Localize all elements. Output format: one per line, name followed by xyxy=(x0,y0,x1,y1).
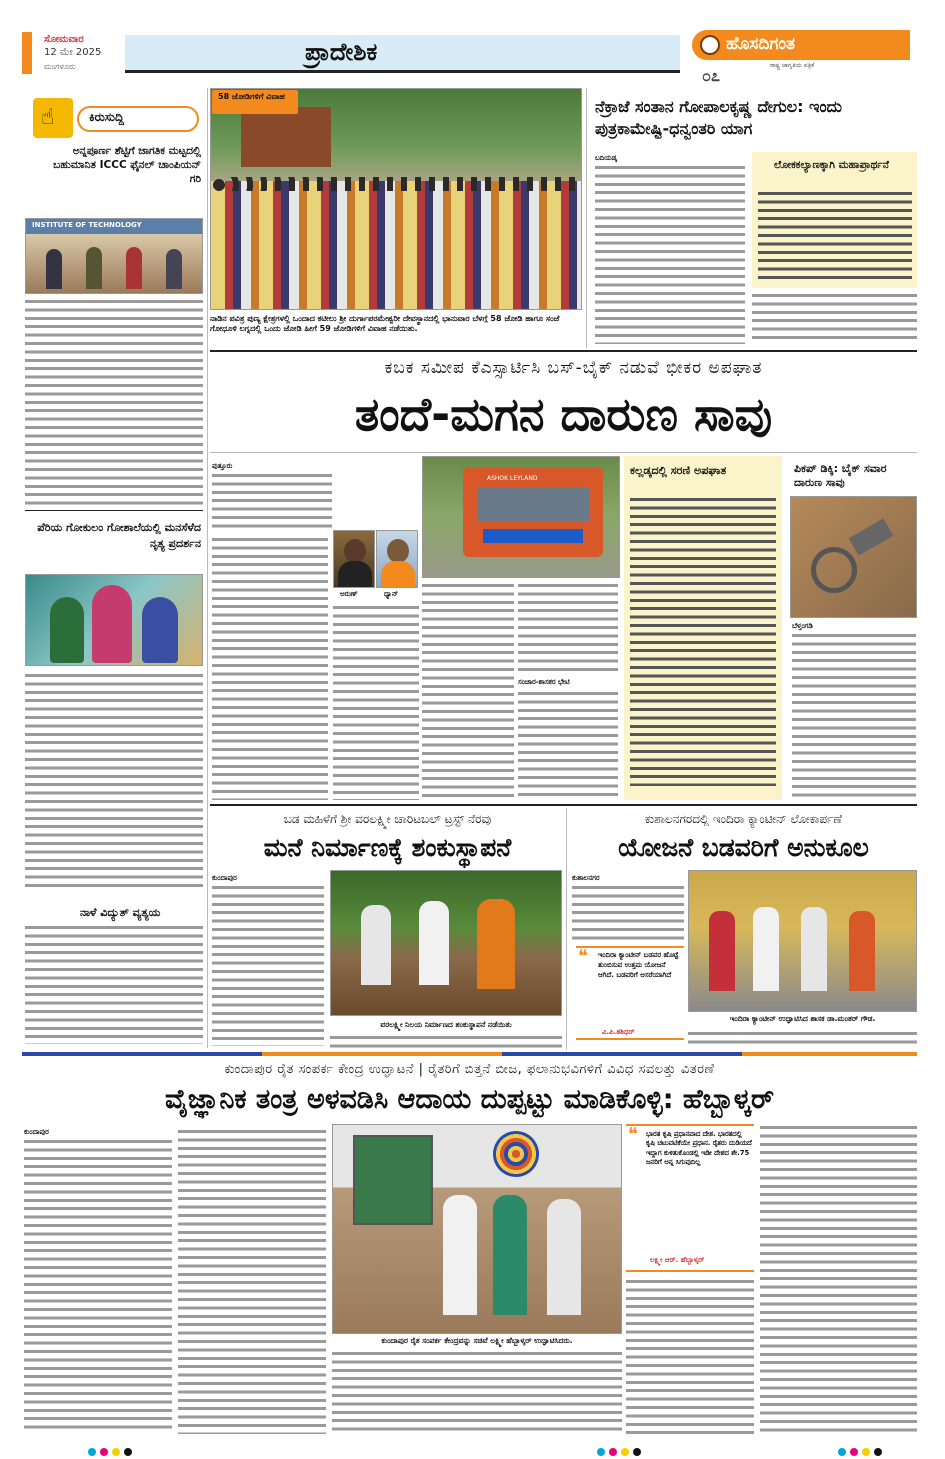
institute-banner: INSTITUTE OF TECHNOLOGY xyxy=(32,221,142,229)
indira-kicker: ಕುಶಾಲನಗರದಲ್ಲಿ ಇಂದಿರಾ ಕ್ಯಾಂಟೀನ್ ಲೋಕಾರ್ಪಣೆ xyxy=(644,812,843,826)
story1-body xyxy=(25,298,203,506)
story3-headline: ನಾಳೆ ವಿದ್ಯುತ್ ವ್ಯತ್ಯಯ xyxy=(80,906,161,919)
victim-photo-2 xyxy=(376,530,418,588)
registration-dots-left xyxy=(88,1441,136,1459)
kirusuddi-label: ಕಿರುಸುದ್ದಿ xyxy=(89,110,124,124)
masthead-day: ಸೋಮವಾರ xyxy=(44,34,84,45)
hebbalkar-body-1 xyxy=(24,1138,172,1434)
victim-name-2: ಧ್ಯಾನ್ xyxy=(384,590,399,598)
kirusuddi-column xyxy=(25,92,203,840)
varalakshmi-lead: ಕುಂದಾಪುರ xyxy=(212,874,237,882)
registration-dots-right xyxy=(838,1441,886,1459)
marriage-caption: ನಾಡಿನ ಪವಿತ್ರ ಪುಣ್ಯ ಕ್ಷೇತ್ರಗಳಲ್ಲಿ ಒಂದಾದ ಕಟೀಲು ಶ್ರೀ ದುರ್ಗಾಪರಮೇಶ್ವರೀ ದೇವಸ್ಥಾನದಲ್ಲಿ ಭಾನುವಾರ ಬೆಳಗ್ಗೆ 58 ಜೋಡಿ ಹಾಗೂ ಸಂಜೆ ಗೋಧೂಳಿ ಲಗ್ನದಲ್ಲಿ ಒಂದು ಜೋಡಿ ಹೀಗೆ 59 ಜೋಡಿಗಳಿಗೆ ವಿವಾಹ ನಡೆಯಿತು. xyxy=(210,314,582,350)
marriage-tag-text: 58 ಜೋಡಿಗಳಿಗೆ ವಿವಾಹ xyxy=(218,92,285,101)
accident-kicker: ಕಬಕ ಸಮೀಪ ಕೆಎಸ್ಸಾರ್ಟಿಸಿ ಬಸ್-ಬೈಕ್ ನಡುವೆ ಭೀಕರ ಅಪಘಾತ xyxy=(384,358,763,378)
indira-body-2 xyxy=(688,1030,917,1048)
hebbalkar-body-4 xyxy=(626,1278,754,1434)
accident-body-5 xyxy=(518,582,618,674)
varalakshmi-body-1 xyxy=(212,884,324,1046)
pickup-headline: ಪಿಕಪ್ ಡಿಕ್ಕಿ: ಬೈಕ್ ಸವಾರ ದಾರುಣ ಸಾವು xyxy=(794,462,887,489)
accident-body-3 xyxy=(333,604,419,800)
varalakshmi-body-2 xyxy=(330,1034,562,1048)
paper-name: ಹೊಸದಿಗಂತ xyxy=(726,34,796,54)
hebbalkar-body-5 xyxy=(760,1124,917,1434)
indira-lead: ಕುಶಾಲನಗರ xyxy=(572,874,600,882)
quote-icon: ❝ xyxy=(578,946,588,967)
paper-tagline: ರಾಷ್ಟ್ರ ಜಾಗೃತಿಯ ಪತ್ರಿಕೆ xyxy=(770,62,815,69)
varalakshmi-kicker: ಬಡ ಮಹಿಳೆಗೆ ಶ್ರೀ ವರಲಕ್ಷ್ಮೀ ಚಾರಿಟಬಲ್ ಟ್ರಸ್ಟ್ ನೆರವು xyxy=(283,812,492,826)
nekraje-body xyxy=(595,164,745,344)
marriage-photo xyxy=(210,88,582,310)
pickup-lead: ಬೆಳ್ತಂಗಡಿ xyxy=(792,622,813,630)
hebbalkar-headline: ವೈಜ್ಞಾನಿಕ ತಂತ್ರ ಅಳವಡಿಸಿ ಆದಾಯ ದುಪ್ಪಟ್ಟು ಮಾಡಿಕೊಳ್ಳಿ: ಹೆಬ್ಬಾಳ್ಕರ್ xyxy=(164,1084,775,1115)
accident-body-6 xyxy=(518,690,618,800)
nekraje-box-body xyxy=(758,190,912,284)
kalladka-body xyxy=(630,496,776,786)
accident-body-2 xyxy=(212,536,328,800)
victim-name-1: ಅರುಣ್ xyxy=(340,590,358,598)
nekraje-headline: ನೆಕ್ರಾಜೆ ಸಂತಾನ ಗೋಪಾಲಕೃಷ್ಣ ದೇಗುಲ: ಇಂದು ಪುತ್ರಕಾಮೇಷ್ಟಿ-ಧನ್ವಂತರಿ ಯಾಗ xyxy=(595,97,842,138)
varalakshmi-caption: ವರಲಕ್ಷ್ಮೀ ನಿಲಯ ನಿರ್ಮಾಣದ ಶಂಕುಸ್ಥಾಪನೆ ನಡೆಯಿತು xyxy=(330,1020,562,1030)
hebbalkar-quote: ಭಾರತ ಕೃಷಿ ಪ್ರಧಾನವಾದ ದೇಶ. ಭಾರತದಲ್ಲಿ ಕೃಷಿ ಚಟುವಟಿಕೆಯೇ ಪ್ರಧಾನ. ರೈತರು ದುಡಿಯದೆ ಇದ್ದಾಗ ಕುಳಿತುಕೊಂಡಲ್ಲಿ ಇಡೀ ದೇಶದ ಶೇ.75 ಜನರಿಗೆ ಅನ್ನ ಸಿಗುವುದಿಲ್ಲ xyxy=(646,1130,752,1167)
hebbalkar-caption: ಕುಂದಾಪುರ ರೈತ ಸಂಪರ್ಕ ಕೇಂದ್ರವನ್ನು ಸಚಿವೆ ಲಕ್ಷ್ಮೀ ಹೆಬ್ಬಾಳ್ಕರ್ ಉದ್ಘಾಟಿಸಿದರು. xyxy=(332,1336,622,1346)
accident-subhead: ಸಂಚಾರ-ಶಾಸಕರ ಭೇಟಿ xyxy=(518,678,570,686)
hebbalkar-quote-by: ಲಕ್ಷ್ಮೀ ಆರ್. ಹೆಬ್ಬಾಳ್ಕರ್ xyxy=(650,1256,705,1264)
accident-headline: ತಂದೆ-ಮಗನ ದಾರುಣ ಸಾವು xyxy=(354,387,773,441)
lamp-icon xyxy=(700,35,720,55)
accident-lead: ಪುತ್ತೂರು xyxy=(212,462,233,470)
story1-photo xyxy=(25,218,203,294)
bus-photo xyxy=(422,456,620,578)
hebbalkar-body-3 xyxy=(332,1350,622,1434)
bike-photo xyxy=(790,496,917,618)
bus-brand: ASHOK LEYLAND xyxy=(487,475,538,482)
story2-headline: ಪೆರಿಯ ಗೋಕುಲಂ ಗೋಶಾಲೆಯಲ್ಲಿ ಮನಸೆಳೆದ ನೃತ್ಯ ಪ್ರದರ್ಶನ xyxy=(37,521,201,550)
kalladka-headline: ಕಲ್ಲಡ್ಕದಲ್ಲಿ ಸರಣಿ ಅಪಘಾತ xyxy=(630,464,727,477)
registration-dots-middle xyxy=(597,1441,645,1459)
masthead-city: ಮಂಗಳೂರು xyxy=(44,62,76,71)
page-number: ೦೭ xyxy=(702,66,720,85)
story2-body xyxy=(25,672,203,892)
masthead xyxy=(0,0,945,92)
accident-body-1 xyxy=(212,472,332,532)
masthead-date: 12 ಮೇ 2025 xyxy=(44,47,102,58)
varalakshmi-headline: ಮನೆ ನಿರ್ಮಾಣಕ್ಕೆ ಶಂಕುಸ್ಥಾಪನೆ xyxy=(263,833,512,862)
indira-quote-by: ವಿ.ಪಿ.ಶಶಿಧರ್ xyxy=(602,1028,635,1036)
varalakshmi-photo xyxy=(330,870,562,1016)
victim-photo-1 xyxy=(333,530,375,588)
hebbalkar-lead: ಕುಂದಾಪುರ xyxy=(24,1128,49,1136)
indira-caption: ಇಂದಿರಾ ಕ್ಯಾಂಟೀನ್ ಉದ್ಘಾಟಿಸಿದ ಶಾಸಕ ಡಾ.ಮಂತರ್ ಗೌಡ. xyxy=(688,1014,917,1024)
story3-body xyxy=(25,924,203,1044)
section-title: ಪ್ರಾದೇಶಿಕ xyxy=(305,38,378,66)
nekraje-body-2 xyxy=(752,292,917,344)
indira-body-1 xyxy=(572,884,684,944)
hebbalkar-kicker: ಕುಂದಾಪುರ ರೈತ ಸಂಪರ್ಕ ಕೇಂದ್ರ ಉದ್ಘಾಟನೆ | ರೈತರಿಗೆ ಬಿತ್ತನೆ ಬೀಜ, ಫಲಾನುಭವಿಗಳಿಗೆ ವಿವಿಧ ಸವಲತ್ತು ವಿತರಣೆ xyxy=(224,1062,715,1077)
indira-headline: ಯೋಜನೆ ಬಡವರಿಗೆ ಅನುಕೂಲ xyxy=(618,833,869,862)
quote-icon-2: ❝ xyxy=(628,1124,638,1145)
nekraje-lead: ಬದಿಯಡ್ಕ xyxy=(595,154,617,162)
indira-photo xyxy=(688,870,917,1012)
hebbalkar-body-2 xyxy=(178,1128,326,1434)
paper-logo xyxy=(692,30,910,60)
nekraje-box-headline: ಲೋಕಕಲ್ಯಾಣಕ್ಕಾಗಿ ಮಹಾಪ್ರಾರ್ಥನೆ xyxy=(774,159,889,171)
finger-icon: ☝ xyxy=(41,105,55,130)
story1-headline: ಅನ್ನಪೂರ್ಣ ಶೆಟ್ಟಿಗೆ ಜಾಗತಿಕ ಮಟ್ಟದಲ್ಲಿ ಬಹುಮಾನಿತ ICCC ಫೈನಲ್ ಚಾಂಪಿಯನ್‌ ಗರಿ xyxy=(53,145,201,185)
hebbalkar-photo xyxy=(332,1124,622,1334)
pickup-body xyxy=(792,632,916,800)
section-banner xyxy=(125,35,680,73)
indira-quote: ಇಂದಿರಾ ಕ್ಯಾಂಟೀನ್ ಬಡವರ ಹೊಟ್ಟೆ ತುಂಬಿಸುವ ಉತ್ತಮ ಯೋಜನೆ ಆಗಿದೆ. ಬಡವರಿಗೆ ಆಸರೆಯಾಗಿದೆ xyxy=(598,951,679,979)
story2-photo xyxy=(25,574,203,666)
accident-body-4 xyxy=(422,582,514,800)
